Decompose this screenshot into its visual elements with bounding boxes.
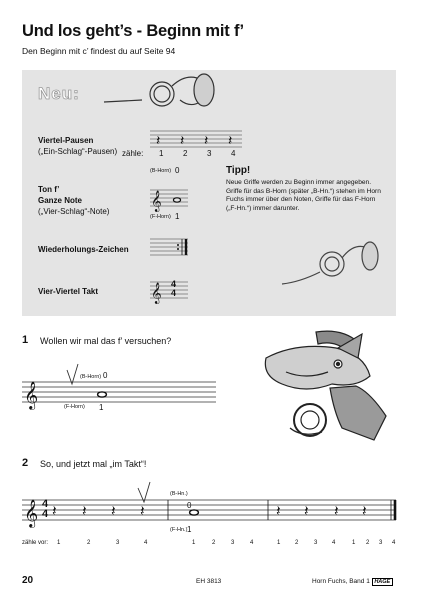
treble-clef-icon: 𝄞	[24, 499, 39, 527]
quarter-rest-icon: 𝄽	[362, 502, 367, 520]
fingering-f: 1	[175, 212, 180, 221]
neu-label: Neu:	[38, 84, 80, 103]
exercise1-text: Wollen wir mal das f’ versuchen?	[40, 336, 172, 346]
tipp-heading: Tipp!	[226, 165, 251, 176]
count: 3	[379, 540, 383, 546]
ex2-time-sig-top: 4	[42, 498, 49, 510]
row2-label-line3: („Vier-Schlag“-Note)	[38, 207, 110, 216]
count-number: 3	[207, 149, 212, 158]
count: 4	[250, 540, 254, 546]
note-staff	[150, 188, 190, 210]
quarter-rest-icon: 𝄽	[52, 502, 57, 520]
ex1-fingering-b: 0	[103, 371, 108, 380]
count-number: 1	[159, 149, 164, 158]
treble-clef-icon: 𝄞	[151, 191, 162, 212]
quarter-rest-icon: 𝄽	[276, 502, 281, 520]
horn-illustration-top	[102, 62, 222, 122]
quarter-rest-icon: 𝄽	[204, 133, 209, 149]
catalog-code: EH 3813	[196, 578, 222, 585]
count: 1	[352, 540, 356, 546]
row4-label: Vier-Viertel Takt	[38, 287, 99, 296]
count: 2	[87, 540, 91, 546]
exercise2-text: So, und jetzt mal „im Takt“!	[40, 459, 147, 469]
page-number: 20	[22, 575, 34, 586]
whole-note-icon	[190, 510, 199, 515]
ex1-f-horn-label: (F-Horn)	[64, 404, 85, 410]
ex1-fingering-f: 1	[99, 403, 104, 412]
ex1-b-horn-label: (B-Horn)	[80, 374, 102, 380]
exercise2-staff	[22, 478, 402, 527]
ex2-fingering-f: 1	[187, 525, 192, 534]
quarter-rest-icon: 𝄽	[180, 133, 185, 149]
time-sig-bottom: 4	[171, 288, 177, 298]
book-title-footer	[312, 578, 393, 586]
treble-clef-icon: 𝄞	[24, 381, 39, 409]
count: 3	[231, 540, 235, 546]
treble-clef-icon: 𝄞	[151, 283, 162, 304]
fingering-b: 0	[175, 166, 180, 175]
row1-label-line1: Viertel-Pausen	[38, 136, 94, 145]
quarter-rest-icon: 𝄽	[228, 133, 233, 149]
whole-note-icon	[98, 392, 107, 397]
ex2-fingering-b: 0	[187, 501, 192, 510]
exercise1-number: 1	[22, 334, 29, 346]
whole-note-icon	[173, 198, 180, 202]
ex2-b-hn-label: (B-Hn.)	[170, 491, 188, 497]
b-horn-label: (B-Horn)	[150, 168, 172, 174]
row2-label-line1: Ton f’	[38, 185, 60, 194]
time-sig-top: 4	[171, 279, 177, 289]
book-title: Horn Fuchs, Band 1	[312, 578, 370, 585]
count: 4	[392, 540, 396, 546]
quarter-rest-icon: 𝄽	[82, 502, 87, 520]
row2-label-line2: Ganze Note	[38, 196, 83, 205]
zaehle-vor-label: zähle vor:	[22, 540, 49, 546]
count: 2	[212, 540, 216, 546]
count: 3	[116, 540, 120, 546]
quarter-rest-icon: 𝄽	[304, 502, 309, 520]
fox-horn-player-illustration	[246, 328, 396, 448]
count: 1	[277, 540, 281, 546]
page-subtitle: Den Beginn mit c’ findest du auf Seite 94	[22, 46, 176, 56]
page-title: Und los geht’s - Beginn mit f’	[22, 22, 244, 40]
count: 2	[366, 540, 370, 546]
row3-label: Wiederholungs-Zeichen	[38, 245, 129, 254]
quarter-rest-icon: 𝄽	[140, 502, 145, 520]
count-number: 4	[231, 149, 236, 158]
breath-mark-icon	[67, 364, 78, 384]
row1-label-line2: („Ein-Schlag“-Pausen)	[38, 147, 118, 156]
time-signature-staff	[150, 280, 190, 302]
exercise1-staff	[22, 356, 218, 416]
count: 2	[295, 540, 299, 546]
exercise2-number: 2	[22, 457, 29, 469]
quarter-rest-icon: 𝄽	[156, 133, 161, 149]
count: 4	[332, 540, 336, 546]
ex2-time-sig-bottom: 4	[42, 508, 49, 520]
count: 3	[314, 540, 318, 546]
publisher-logo: HAGE	[372, 578, 393, 586]
quarter-rest-icon: 𝄽	[111, 502, 116, 520]
repeat-sign-staff	[150, 237, 190, 259]
tipp-text: Neue Griffe werden zu Beginn immer angegeben. Griffe für das B-Horn (später „B-Hn.“) stehen im Horn Fuchs immer über den Noten, Griffe für das F-Horn („F-Hn.“) immer darunter.	[226, 179, 381, 212]
ex2-f-hn-label: (F-Hn.)	[170, 527, 188, 533]
horn-illustration-panel	[280, 238, 380, 294]
count-number: 2	[183, 149, 188, 158]
zaehle-label: zähle:	[122, 149, 144, 158]
breath-mark-icon	[138, 482, 150, 502]
count: 1	[57, 540, 61, 546]
count: 4	[144, 540, 148, 546]
count: 1	[192, 540, 196, 546]
quarter-rest-icon: 𝄽	[334, 502, 339, 520]
f-horn-label: (F-Horn)	[150, 214, 171, 220]
